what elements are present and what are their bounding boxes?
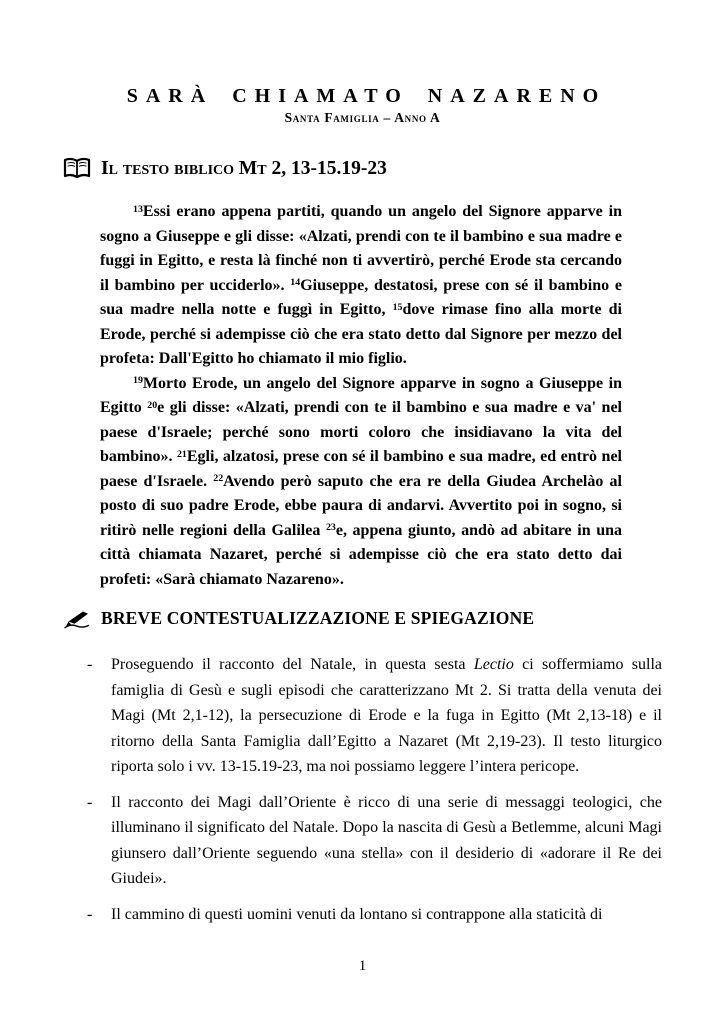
bullet-text: Proseguendo il racconto del Natale, in questa sesta Lectio ci soffermiamo sulla famiglia di Gesù e sugli episodi che caratterizzano Mt 2. Si tratta della venuta dei Magi (Mt 2,1-12), la persecuzione di Erode e la fuga in Egitto (Mt 2,13-18) e il ritorno della Santa Famiglia dall’Egitto a Nazaret (Mt 2,19-23). Il testo liturgico riporta solo i vv. 13-15.19-23, ma noi possiamo leggere l’intera pericope.	[111, 656, 663, 775]
verse-number: 22	[213, 473, 224, 485]
bible-paragraph-2: $^{19}$Morto Erode, un angelo del Signore apparve in sogno a Giuseppe in Egitto $^{20}$e gli disse: «Alzati, prendi con te il bambino e sua madre e va' nel paese d'Israele; perché sono morti coloro che insidiavano la vita del bambino». $^{21}$Egli, alzatosi, prese con sé il bambino e sua madre, ed entrò nel paese d'Israele. $^{22}$Avendo però saputo che era re della Giudea Archelào al posto di suo padre Erode, ebbe paura di andarvi. Avvertito poi in sogno, si ritirò nelle regioni della Galilea $^{23}$e, appena giunto, andò ad abitare in una città chiamata Nazaret, perché si adempisse ciò che era stato detto dai profeti: «Sarà chiamato Nazareno».	[100, 374, 623, 588]
contextualization-section	[63, 608, 662, 927]
bible-text-block	[100, 200, 622, 592]
bible-text-section	[63, 157, 662, 592]
context-bullet-list	[63, 652, 662, 927]
list-item	[63, 790, 662, 892]
verse-number: 14	[290, 277, 301, 289]
open-book-icon	[63, 157, 101, 180]
bible-section-heading	[63, 157, 662, 180]
verse-number: 15	[392, 301, 403, 313]
document-header	[63, 0, 662, 126]
page-title: SARÀ CHIAMATO NAZARENO	[126, 85, 607, 107]
pen-icon	[63, 609, 101, 629]
bullet-marker: -	[87, 656, 93, 673]
bullet-marker: -	[87, 905, 93, 923]
verse-number: 20	[147, 399, 158, 411]
context-section-heading	[63, 608, 662, 629]
bullet-marker: -	[87, 793, 93, 811]
verse-number: 21	[176, 448, 187, 460]
bible-paragraph-1: $^{13}$Essi erano appena partiti, quando un angelo del Signore apparve in sogno a Giuseppe e gli disse: «Alzati, prendi con te il bambino e sua madre e fuggi in Egitto, e resta là finché non ti avvertirò, perché Erode sta cercando il bambino per ucciderlo». $^{14}$Giuseppe, destatosi, prese con sé il bambino e sua madre nella notte e fuggì in Egitto, $^{15}$dove rimase fino alla morte di Erode, perché si adempisse ciò che era stato detto dal Signore per mezzo del profeta: Dall'Egitto ho chiamato il mio figlio.	[100, 203, 623, 367]
page-subtitle: Santa Famiglia – Anno A	[284, 110, 441, 125]
list-item	[63, 652, 662, 780]
bullet-text: Il racconto dei Magi dall’Oriente è ricco di una serie di messaggi teologici, che illuminano il significato del Natale. Dopo la nascita di Gesù a Betlemme, alcuni Magi giunsero dall’Oriente seguendo «una stella» con il desiderio di «adorare il Re dei Giudei».	[111, 793, 662, 887]
bullet-text: Il cammino di questi uomini venuti da lontano si contrappone alla staticità di	[111, 905, 603, 923]
list-item	[63, 902, 662, 928]
context-heading-label: BREVE CONTESTUALIZZAZIONE E SPIEGAZIONE	[101, 608, 535, 628]
verse-number: 13	[133, 203, 143, 215]
bible-heading-label: Il testo biblico Mt 2, 13-15.19-23	[101, 157, 387, 179]
page-number: 1	[358, 958, 367, 974]
verse-number: 23	[325, 522, 336, 534]
verse-number: 19	[133, 375, 143, 387]
page-footer	[0, 958, 725, 975]
